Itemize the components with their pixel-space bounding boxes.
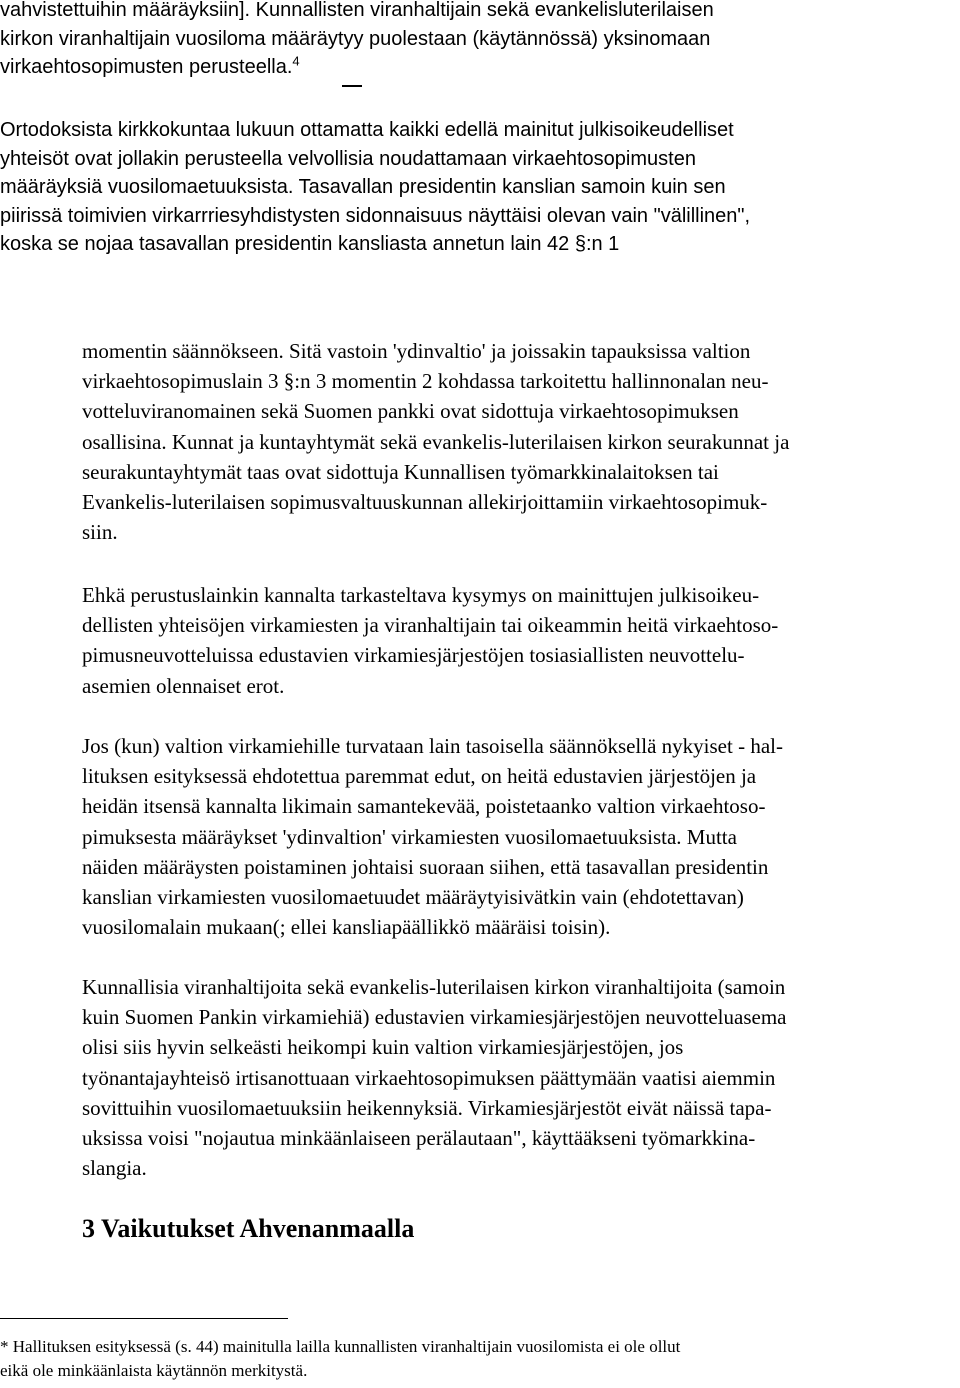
footnote-mark-rule xyxy=(342,85,362,87)
paragraph-momentin xyxy=(82,336,960,547)
footnote-separator xyxy=(0,1318,288,1319)
text-line xyxy=(0,53,860,82)
text-line: sovittuihin vuosilomaetuuksiin heikennyksiä. Virkamiesjärjestöt eivät näissä tapa- xyxy=(82,1095,772,1120)
footnote-line: eikä ole minkäänlaista käytännön merkitystä. xyxy=(0,1361,308,1380)
text-line: osallisina. Kunnat ja kuntayhtymät sekä evankelis-luterilaisen kirkon seurakunnat ja xyxy=(82,429,790,454)
text-line: kanslian virkamiesten vuosilomaetuudet määräytyisivätkin vain (ehdotettavan) xyxy=(82,885,744,910)
text-line: votteluviranomainen sekä Suomen pankki ovat sidottuja virkaehtosopimuksen xyxy=(82,399,739,424)
section-heading: 3 Vaikutukset Ahvenanmaalla xyxy=(82,1214,415,1243)
text-line: piirissä toimivien virkarrriesyhdistysten sidonnaisuus näyttäisi olevan vain "välillinen", xyxy=(0,204,751,227)
text-line: Evankelis-luterilaisen sopimusvaltuuskunnan allekirjoittamiin virkaehtosopimuk- xyxy=(82,490,768,515)
text-line: kirkon viranhaltijain vuosiloma määräytyy puolestaan (käytännössä) yksinomaan xyxy=(0,27,711,50)
text-line: Kunnallisia viranhaltijoita sekä evankelis-luterilaisen kirkon viranhaltijoita (samoin xyxy=(82,975,786,999)
text-line-content: virkaehtosopimusten perusteella. xyxy=(0,56,293,78)
text-line: lituksen esityksessä ehdotettua paremmat edut, on heitä edustavien järjestöjen ja xyxy=(82,764,757,789)
text-line: virkaehtosopimuslain 3 §:n 3 momentin 2 kohdassa tarkoitettu hallinnonalan neu- xyxy=(82,369,769,394)
text-line: koska se nojaa tasavallan presidentin kansliasta annetun lain 42 §:n 1 xyxy=(0,233,620,255)
text-line: kuin Suomen Pankin virkamiehiä) edustavien virkamiesjärjestöjen neuvotteluasema xyxy=(82,1005,787,1030)
paragraph-jos xyxy=(82,731,942,942)
text-line: uksissa voisi "nojautua minkäänlaiseen perälautaan", käyttääkseni työmarkkina- xyxy=(82,1126,756,1151)
text-line: olisi siis hyvin selkeästi heikompi kuin valtion virkamiesjärjestöjen, jos xyxy=(82,1035,684,1060)
footnote xyxy=(0,1335,900,1383)
text-line: seurakuntayhtymät taas ovat sidottuja Kunnallisen työmarkkinalaitoksen tai xyxy=(82,459,719,484)
text-line: näiden määräysten poistaminen johtaisi suoraan siihen, että tasavallan presidentin xyxy=(82,854,769,879)
text-line: vuosilomalain mukaan(; ellei kansliapäällikkö määräisi toisin). xyxy=(82,915,611,940)
text-line: heidän itsensä kannalta likimain samantekevää, poistetaanko valtion virkaehtoso- xyxy=(82,794,766,819)
text-line: dellisten yhteisöjen virkamiesten ja viranhaltijain tai oikeammin heitä virkaehtoso- xyxy=(82,613,779,638)
text-line: pimusneuvotteluissa edustavien virkamiesjärjestöjen tosiasiallisten neuvottelu- xyxy=(82,643,745,668)
text-line: momentin säännökseen. Sitä vastoin 'ydinvaltio' ja joissakin tapauksissa valtion xyxy=(82,339,751,363)
text-line: Jos (kun) valtion virkamiehille turvataan lain tasoisella säännöksellä nykyiset - hal- xyxy=(82,734,783,758)
text-line: siin. xyxy=(82,520,118,545)
text-line: työnantajayhteisö irtisanottuaan virkaehtosopimuksen päättymään vaatisi aiemmin xyxy=(82,1065,776,1090)
paragraph-kunnallisia xyxy=(82,972,954,1183)
text-line: slangia. xyxy=(82,1156,147,1181)
text-line: vahvistettuihin määräyksiin]. Kunnallisten viranhaltijain sekä evankelisluterilaisen xyxy=(0,0,714,21)
text-line: Ehkä perustuslainkin kannalta tarkasteltava kysymys on mainittujen julkisoikeu- xyxy=(82,583,760,607)
text-line: asemien olennaiset erot. xyxy=(82,673,285,698)
text-line: määräyksiä vuosilomaetuuksista. Tasavallan presidentin kanslian samoin kuin sen xyxy=(0,176,726,198)
text-line: yhteisöt ovat jollakin perusteella velvollisia noudattamaan virkaehtosopimusten xyxy=(0,147,696,170)
footnote-line: * Hallituksen esityksessä (s. 44) mainitulla lailla kunnallisten viranhaltijain vuosilomista ei ole ollut xyxy=(0,1337,681,1356)
paragraph-ortodoksi xyxy=(0,116,920,259)
intro-paragraph xyxy=(0,0,860,82)
footnote-reference: 4 xyxy=(292,53,300,69)
paragraph-ehka xyxy=(82,580,942,701)
text-line: Ortodoksista kirkkokuntaa lukuun ottamatta kaikki edellä mainitut julkisoikeudelliset xyxy=(0,119,734,141)
text-line: pimuksesta määräykset 'ydinvaltion' virkamiesten vuosilomaetuuksista. Mutta xyxy=(82,824,737,849)
